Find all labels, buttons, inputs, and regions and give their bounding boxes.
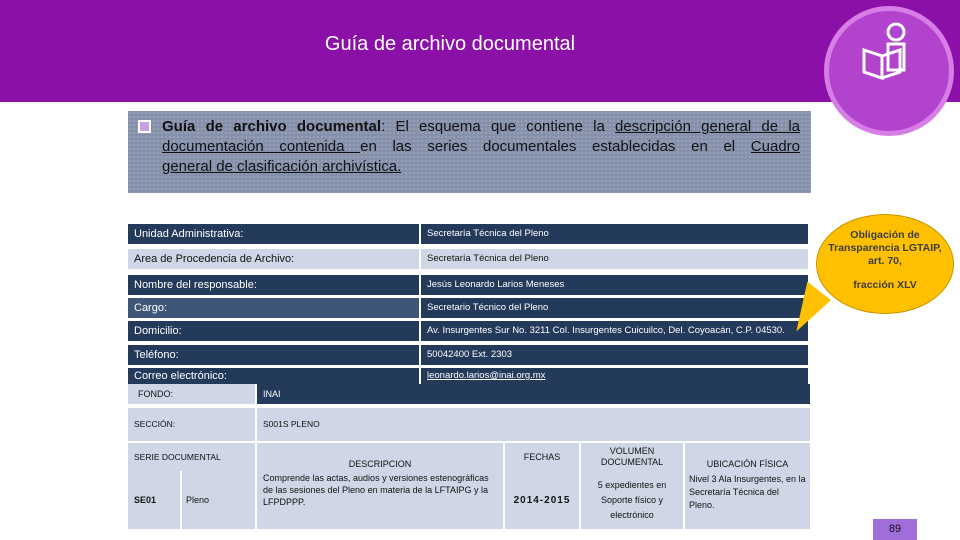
- cell-ubicacion: Nivel 3 Ala Insurgentes, en la Secretaría Técnica del Pleno.: [685, 471, 810, 529]
- definition-line3: general de clasificación archivística.: [162, 158, 402, 175]
- value-area-procedencia: Secretaría Técnica del Pleno: [421, 249, 808, 269]
- page-number: 89: [873, 519, 917, 540]
- value-nombre-responsable: Jesús Leonardo Larios Meneses: [421, 275, 808, 295]
- definition-line1-underlined: descripción general de la: [615, 118, 800, 135]
- label-domicilio: Domicilio:: [128, 321, 419, 341]
- cell-fechas: 2014-2015: [505, 471, 579, 529]
- cell-serie-name: Pleno: [182, 471, 255, 529]
- email-link[interactable]: leonardo.larios@inai.org.mx: [427, 370, 546, 381]
- header-banner: [0, 0, 960, 102]
- page-title: Guía de archivo documental: [324, 33, 576, 55]
- definition-text: [162, 117, 800, 177]
- value-telefono: 50042400 Ext. 2303: [421, 345, 808, 365]
- checkbox-bullet-icon: [138, 120, 151, 133]
- label-correo: Correo electrónico:: [128, 368, 419, 384]
- definition-box: [128, 111, 811, 193]
- cell-serie-code: SE01: [128, 471, 180, 529]
- definition-line1: : El esquema que contiene la: [381, 118, 616, 135]
- value-domicilio: Av. Insurgentes Sur No. 3211 Col. Insurgentes Cuicuilco, Del. Coyoacán, C.P. 04530.: [421, 321, 808, 341]
- header-serie: SERIE DOCUMENTAL: [128, 443, 255, 471]
- definition-line2-underlined-b: Cuadro: [750, 138, 800, 155]
- cell-descripcion: Comprende las actas, audios y versiones estenográficas de las sesiones del Pleno en materia de la LFTAIPG y la LFPDPPP.: [257, 471, 503, 529]
- label-seccion: SECCIÓN:: [128, 408, 255, 441]
- definition-line2: en las series documentales establecidas en el: [360, 138, 751, 155]
- definition-term: Guía de archivo documental: [162, 118, 382, 135]
- definition-line2-underlined-a: documentación contenida: [162, 138, 361, 155]
- value-unidad-administrativa: Secretaría Técnica del Pleno: [421, 224, 808, 244]
- callout-text-fraccion: fracción XLV: [853, 279, 917, 291]
- value-seccion: S001S PLENO: [257, 408, 810, 441]
- callout-text: Obligación de Transparencia LGTAIP, art. 70,: [828, 229, 942, 267]
- book-person-icon: [858, 22, 918, 82]
- header-descripcion: DESCRIPCION: [257, 443, 503, 471]
- cell-volumen: 5 expedientes en Soporte físico y electrónico: [581, 471, 683, 529]
- label-telefono: Teléfono:: [128, 345, 419, 365]
- label-cargo: Cargo:: [128, 298, 419, 318]
- header-volumen: VOLUMEN DOCUMENTAL: [581, 443, 683, 471]
- label-nombre-responsable: Nombre del responsable:: [128, 275, 419, 295]
- label-fondo: FONDO:: [128, 384, 255, 404]
- label-unidad-administrativa: Unidad Administrativa:: [128, 224, 419, 244]
- label-area-procedencia: Area de Procedencia de Archivo:: [128, 249, 419, 269]
- header-fechas: FECHAS: [505, 443, 579, 471]
- header-ubicacion: UBICACIÓN FÍSICA: [685, 443, 810, 471]
- value-fondo: INAI: [257, 384, 810, 404]
- value-cargo: Secretario Técnico del Pleno: [421, 298, 808, 318]
- value-correo: [421, 368, 808, 384]
